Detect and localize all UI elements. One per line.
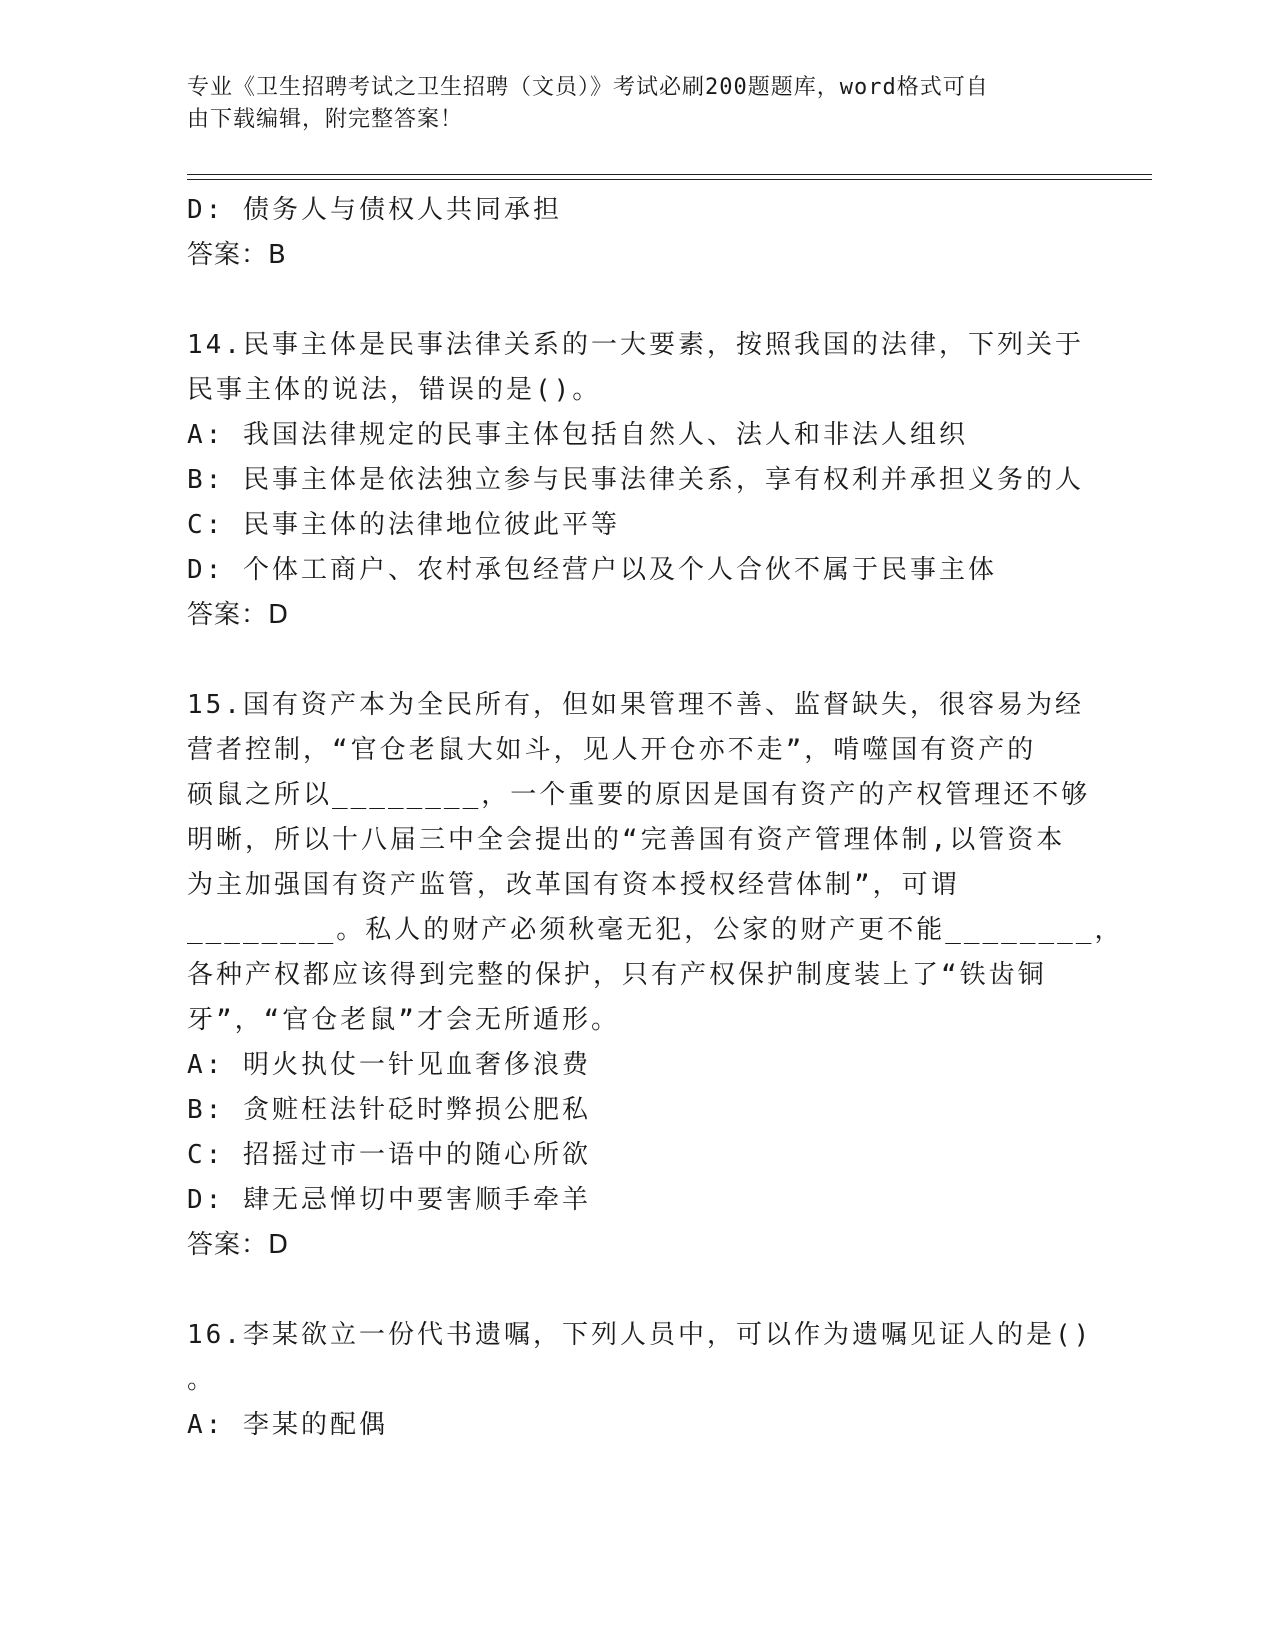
question-stem-line: 硕鼠之所以________，一个重要的原因是国有资产的产权管理还不够 [187, 780, 1091, 810]
question-16 [187, 1313, 1093, 1448]
answer-line: 答案：D [187, 1230, 290, 1260]
option-d: D: 债务人与债权人共同承担 [187, 195, 562, 225]
header-title-line-1: 专业《卫生招聘考试之卫生招聘（文员）》考试必刷200题题库，word格式可自 [187, 75, 989, 100]
question-stem-line: 为主加强国有资产监管，改革国有资本授权经营体制”，可谓 [187, 870, 960, 900]
option-a: A: 明火执仗一针见血奢侈浪费 [187, 1050, 591, 1080]
question-stem-line: 。 [187, 1365, 217, 1395]
question-13-tail [187, 188, 1087, 278]
question-stem-line: 民事主体的说法，错误的是()。 [187, 375, 602, 405]
question-stem-line: 牙”，“官仓老鼠”才会无所遁形。 [187, 1005, 620, 1035]
question-stem-line: 各种产权都应该得到完整的保护，只有产权保护制度装上了“铁齿铜 [187, 960, 1047, 990]
question-stem-line: 15.国有资产本为全民所有，但如果管理不善、监督缺失，很容易为经 [187, 690, 1084, 720]
answer-line: 答案：D [187, 600, 290, 630]
question-stem-line: ________。私人的财产必须秋毫无犯，公家的财产更不能________， [187, 915, 1124, 945]
document-header [187, 72, 1067, 136]
question-list [187, 188, 1124, 1448]
answer-line: 答案：B [187, 240, 287, 270]
option-b: B: 贪赃枉法针砭时弊损公肥私 [187, 1095, 591, 1125]
question-stem-line: 营者控制，“官仓老鼠大如斗，见人开仓亦不走”，啃噬国有资产的 [187, 735, 1037, 765]
option-b: B: 民事主体是依法独立参与民事法律关系，享有权利并承担义务的人 [187, 465, 1084, 495]
question-stem-line: 16.李某欲立一份代书遗嘱，下列人员中，可以作为遗嘱见证人的是() [187, 1320, 1093, 1350]
header-title-line-2: 由下载编辑，附完整答案！ [187, 107, 464, 132]
option-d: D: 个体工商户、农村承包经营户以及个人合伙不属于民事主体 [187, 555, 997, 585]
header-divider [187, 174, 1152, 180]
question-14 [187, 323, 1087, 638]
option-a: A: 李某的配偶 [187, 1410, 388, 1440]
question-15 [187, 683, 1124, 1268]
question-stem-line: 明晰，所以十八届三中全会提出的“完善国有资产管理体制,以管资本 [187, 825, 1066, 855]
question-stem-line: 14.民事主体是民事法律关系的一大要素，按照我国的法律，下列关于 [187, 330, 1084, 360]
option-a: A: 我国法律规定的民事主体包括自然人、法人和非法人组织 [187, 420, 968, 450]
option-d: D: 肆无忌惮切中要害顺手牵羊 [187, 1185, 591, 1215]
option-c: C: 招摇过市一语中的随心所欲 [187, 1140, 591, 1170]
option-c: C: 民事主体的法律地位彼此平等 [187, 510, 620, 540]
